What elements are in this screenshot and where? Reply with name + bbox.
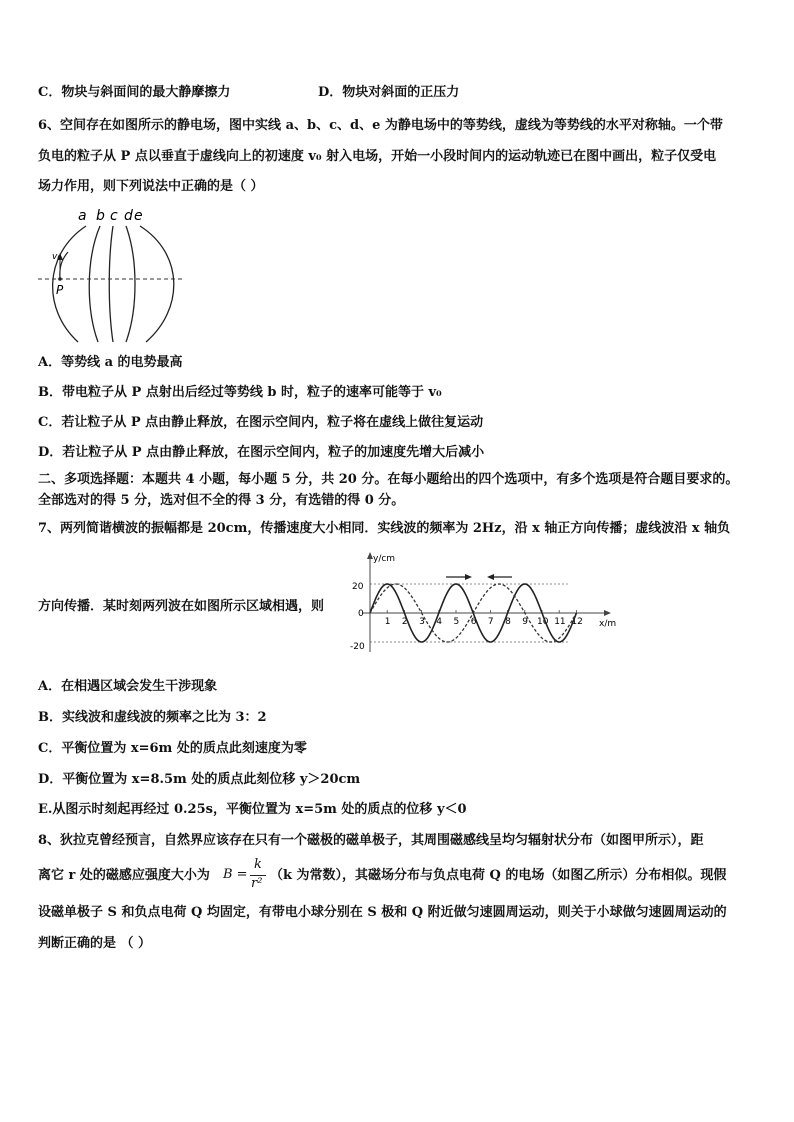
- q6-stem-line-2: 负电的粒子从 P 点以垂直于虚线向上的初速度 v₀ 射入电场，开始一小段时间内的运动轨迹已在图中画出，粒子仅受电: [38, 149, 717, 164]
- q6-option-d: D．若让粒子从 P 点由静止释放，在图示空间内，粒子的加速度先增大后减小: [38, 445, 485, 460]
- label-p: P: [56, 283, 64, 297]
- label-b: b: [96, 208, 105, 224]
- x-tick-label: 5: [453, 617, 460, 627]
- q8-stem-line-2-pre: 离它 r 处的磁感应强度大小为: [38, 868, 210, 883]
- x-tick-label: 12: [571, 617, 583, 627]
- q7-wave-graph: [352, 549, 620, 659]
- label-d: d: [124, 208, 133, 224]
- equipotential-d: [126, 226, 135, 342]
- section-2-line-2: 全部选对的得 5 分，选对但不全的得 3 分，有选错的得 0 分。: [38, 493, 405, 508]
- x-tick-label: 6: [470, 617, 477, 627]
- q7-option-c: C．平衡位置为 x=6m 处的质点此刻速度为零: [38, 741, 307, 756]
- q5-option-d: D．物块对斜面的正压力: [318, 85, 460, 100]
- q6-option-a: A．等势线 a 的电势最高: [38, 355, 183, 370]
- q6-option-b: B．带电粒子从 P 点射出后经过等势线 b 时，粒子的速率可能等于 v₀: [38, 385, 442, 400]
- x-tick-label: 10: [537, 617, 549, 627]
- x-axis-label: x/m: [599, 619, 617, 629]
- solid-wave-direction-arrowhead: [465, 574, 472, 580]
- label-v0: v₀: [52, 252, 61, 262]
- q7-stem-line-1: 7、两列简谐横波的振幅都是 20cm，传播速度大小相同．实线波的频率为 2Hz，沿 x 轴正方向传播；虚线波沿 x 轴负: [38, 521, 731, 536]
- label-a: a: [78, 208, 87, 224]
- formula-lhs: B =: [223, 867, 248, 882]
- q8-stem-line-3: 设磁单极子 S 和负点电荷 Q 均固定，有带电小球分别在 S 极和 Q 附近做匀速圆周运动，则关于小球做匀速圆周运动的: [38, 905, 727, 920]
- x-tick-label: 11: [554, 617, 566, 627]
- q7-option-e: E.从图示时刻起再经过 0.25s，平衡位置为 x=5m 处的质点的位移 y＜0: [38, 802, 467, 817]
- x-tick-label: 9: [522, 617, 529, 627]
- dashed-wave-direction-arrowhead: [487, 574, 494, 580]
- formula-denominator: r²: [251, 876, 263, 891]
- q8-stem-line-1: 8、狄拉克曾经预言，自然界应该存在只有一个磁极的磁单极子，其周围磁感线呈均匀辐射状分布（如图甲所示），距: [38, 833, 704, 848]
- q7-option-d: D．平衡位置为 x=8.5m 处的质点此刻位移 y＞20cm: [38, 772, 361, 787]
- q7-option-b: B．实线波和虚线波的频率之比为 3：2: [38, 710, 267, 725]
- point-p: [58, 277, 62, 281]
- equipotential-c: [109, 226, 113, 342]
- q5-option-c: C．物块与斜面间的最大静摩擦力: [38, 85, 231, 100]
- equipotential-e: [140, 226, 174, 342]
- section-2-line-1: 二、多项选择题：本题共 4 小题，每小题 5 分，共 20 分。在每小题给出的四个选项中，有多个选项是符合题目要求的。: [38, 472, 739, 487]
- q6-stem-line-3: 场力作用，则下列说法中正确的是（ ）: [38, 179, 264, 194]
- q6-option-c: C．若让粒子从 P 点由静止释放，在图示空间内，粒子将在虚线上做往复运动: [38, 415, 484, 430]
- x-tick-label: 8: [505, 617, 511, 627]
- q6-equipotential-figure: [34, 204, 194, 346]
- q8-stem-line-4: 判断正确的是 （ ）: [38, 936, 152, 951]
- q7-option-a: A．在相遇区域会发生干涉现象: [38, 679, 218, 694]
- x-tick-label: 1: [384, 617, 391, 627]
- x-tick-label: 7: [487, 617, 494, 627]
- q8-stem-line-2-post: （k 为常数），其磁场分布与负点电荷 Q 的电场（如图乙所示）分布相似。现假: [270, 868, 727, 883]
- y-tick-label: 0: [358, 609, 364, 619]
- y-axis-label: y/cm: [373, 554, 396, 564]
- x-axis-arrowhead: [604, 610, 611, 616]
- label-c: c: [110, 208, 118, 224]
- x-tick-label: 2: [401, 617, 408, 627]
- q6-stem-line-1: 6、空间存在如图所示的静电场，图中实线 a、b、c、d、e 为静电场中的等势线，虚线为等势线的水平对称轴。一个带: [38, 118, 723, 133]
- formula-numerator: k: [254, 857, 262, 872]
- q7-stem-line-2: 方向传播．某时刻两列波在如图所示区域相遇，则: [38, 599, 325, 614]
- x-tick-label: 3: [419, 617, 425, 627]
- equipotential-b: [89, 226, 100, 342]
- label-e: e: [134, 208, 143, 224]
- y-tick-label: 20: [352, 582, 364, 592]
- y-tick-label: -20: [350, 642, 365, 652]
- x-tick-label: 4: [436, 617, 443, 627]
